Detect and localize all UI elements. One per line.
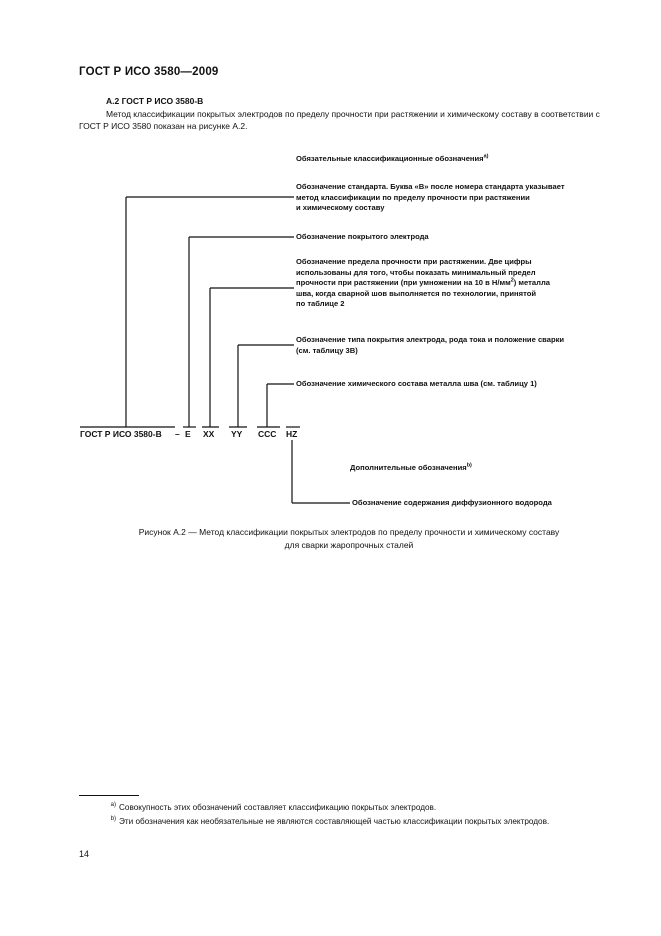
code-dash: – [175, 429, 180, 439]
page-number: 14 [79, 849, 90, 859]
section-intro: Метод классификации покрытых электродов по пределу прочности при растяжении и химическому составу в соответствии с ГОСТ Р ИСО 3580 показан на рисунке А.2. [79, 109, 600, 131]
mandatory-heading: Обязательные классификационные обозначения$^{a)}$ [296, 153, 489, 163]
label-hydrogen: Обозначение содержания диффузионного водорода [352, 498, 552, 507]
label-standard: Обозначение стандарта. Буква «В» после номера стандарта указывает метод классификации по пределу прочности при растяжении и химическому составу [296, 182, 565, 212]
footnote-b: b) Эти обозначения как необязательные не являются составляющей частью классификации покрытых электродов. [110, 816, 550, 826]
footnote-rule [79, 795, 139, 796]
section-heading: А.2 ГОСТ Р ИСО 3580-В [106, 96, 204, 106]
label-electrode: Обозначение покрытого электрода [296, 232, 429, 241]
code-ccc: CCC [258, 429, 277, 439]
footnote-a: a) Совокупность этих обозначений составляет классификацию покрытых электродов. [110, 802, 437, 812]
label-coating: Обозначение типа покрытия электрода, рода тока и положение сварки (см. таблицу 3B) [296, 335, 565, 355]
figure-caption: Рисунок А.2 — Метод классификации покрытых электродов по пределу прочности и химическому составу для сварки жаропрочных сталей [138, 527, 560, 550]
page-header-title: ГОСТ Р ИСО 3580—2009 [79, 66, 219, 78]
label-strength: Обозначение предела прочности при растяжении. Две цифры использованы для того, чтобы показать минимальный предел прочности при растяжении (при умножении на 10 в $Н/мм^2$) металла шва, когда сварной шов выполняется по технологии, принятой по таблице 2 [296, 257, 550, 308]
code-yy: YY [231, 429, 243, 439]
code-e: E [185, 429, 191, 439]
optional-heading: Дополнительные обозначения$^{b)}$ [350, 462, 472, 472]
label-chemical: Обозначение химического состава металла шва (см. таблицу 1) [296, 379, 537, 388]
code-standard: ГОСТ Р ИСО 3580-В [80, 429, 162, 439]
code-xx: XX [203, 429, 215, 439]
code-hz: HZ [286, 429, 298, 439]
